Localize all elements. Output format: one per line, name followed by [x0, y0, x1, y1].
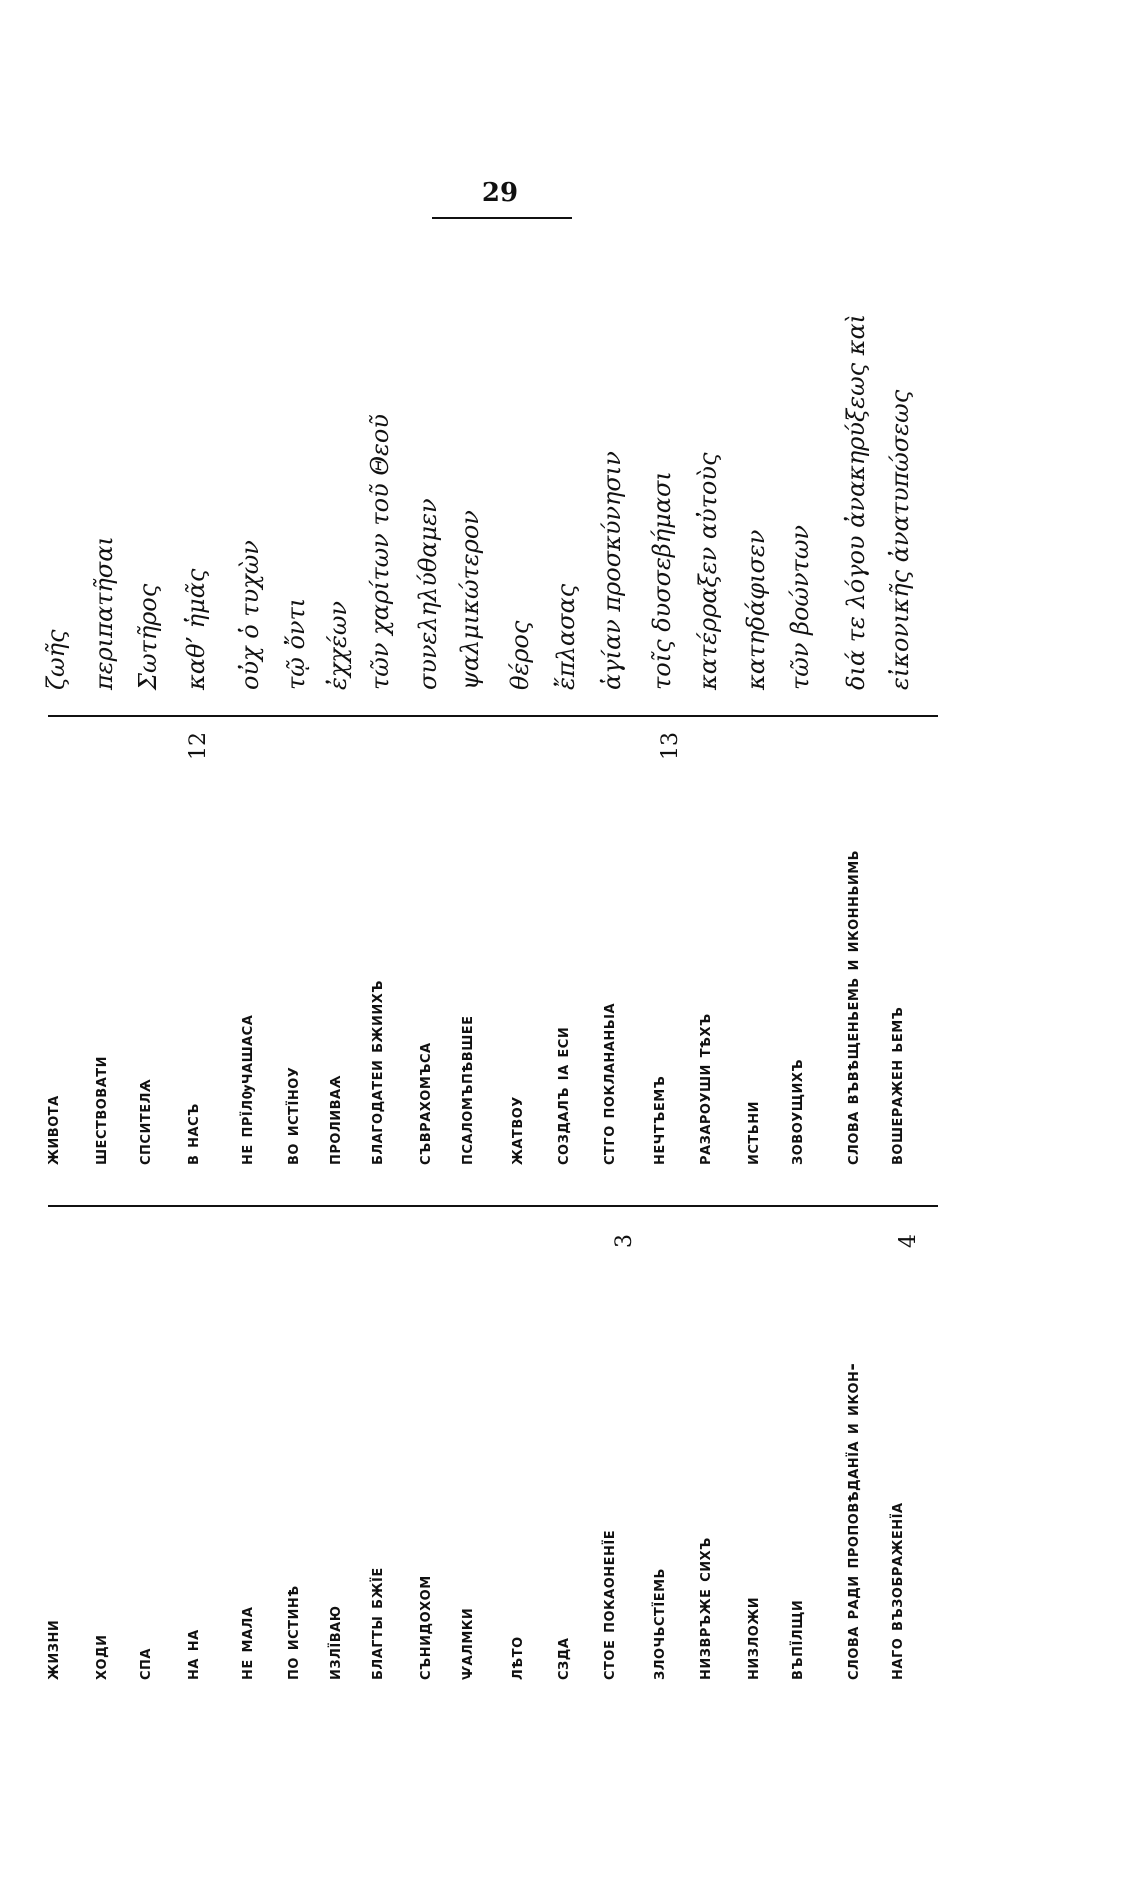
header-rule — [432, 217, 572, 219]
greek-entry: καθ’ ἡμᾶς — [182, 568, 210, 690]
greek-entry: ἔπλασας — [552, 583, 580, 690]
greek-entry: κατέρραξεν αὐτοὺς — [694, 452, 722, 690]
russian-slavonic-entry: в насъ — [182, 1103, 203, 1165]
page-number: 29 — [481, 178, 519, 208]
greek-entry: περιπατῆσαι — [90, 536, 118, 690]
line-number-4: 4 — [896, 1234, 921, 1248]
greek-entry: θέρος — [506, 620, 534, 690]
greek-entry: τῷ ὄντι — [282, 597, 310, 690]
church-slavonic-entry: ѱалмки — [456, 1607, 477, 1680]
russian-slavonic-entry: жатвоу — [506, 1096, 527, 1165]
russian-slavonic-entry: съврахомъса — [414, 1042, 435, 1165]
greek-entry: τῶν χαρίτων τοῦ Θεοῦ — [366, 414, 394, 690]
greek-entry: τοῖς δυσσεβήμασι — [648, 471, 676, 690]
line-number-12: 12 — [186, 732, 211, 760]
church-slavonic-entry: сънидохом — [414, 1575, 435, 1680]
russian-slavonic-entry: разароуши тѣхъ — [694, 1013, 715, 1165]
column-rule-1 — [48, 1205, 938, 1207]
russian-slavonic-entry: нечтъемъ — [648, 1075, 669, 1165]
greek-entry: εἰκονικῆς ἀνατυπώσεως — [886, 389, 914, 690]
church-slavonic-entry: слова ради проповѣданїа и икон- — [842, 1362, 863, 1680]
russian-slavonic-entry: создалъ ıа еси — [552, 1026, 573, 1165]
russian-slavonic-entry: стго поклананьıа — [598, 1002, 619, 1165]
russian-slavonic-entry: шествовати — [90, 1055, 111, 1165]
church-slavonic-entry: спа — [134, 1648, 155, 1680]
russian-slavonic-entry: псаломъпѣвшее — [456, 1015, 477, 1165]
greek-entry: οὐχ ὁ τυχὼν — [236, 540, 264, 690]
russian-slavonic-entry: благодатеи бжиихъ — [366, 980, 387, 1165]
greek-entry: τῶν βοώντων — [786, 525, 814, 690]
church-slavonic-entry: на на — [182, 1629, 203, 1680]
church-slavonic-entry: низвръже сихъ — [694, 1537, 715, 1680]
line-number-13: 13 — [658, 732, 683, 760]
greek-entry: ζωῆς — [42, 629, 70, 690]
line-number-3: 3 — [612, 1234, 637, 1248]
greek-entry: κατηδάφισεν — [742, 529, 770, 690]
greek-entry: Σωτῆρος — [134, 583, 162, 690]
russian-slavonic-entry: слова въвѣщеньемь и иконньимь — [842, 849, 863, 1165]
russian-slavonic-entry: зовоущихъ — [786, 1058, 807, 1165]
church-slavonic-entry: по истинѣ — [282, 1585, 303, 1680]
church-slavonic-entry: сзда — [552, 1637, 573, 1680]
church-slavonic-entry: стое покаоненїе — [598, 1529, 619, 1680]
church-slavonic-entry: жизни — [42, 1619, 63, 1680]
church-slavonic-entry: ходи — [90, 1634, 111, 1680]
church-slavonic-entry: низложи — [742, 1596, 763, 1680]
russian-slavonic-entry: вошеражен ьемъ — [886, 1006, 907, 1165]
russian-slavonic-entry: не прїлѹчашаса — [236, 1014, 257, 1165]
russian-slavonic-entry: проливаѧ — [324, 1074, 345, 1165]
greek-entry: συνεληλύθαμεν — [414, 498, 442, 690]
church-slavonic-entry: лѣто — [506, 1636, 527, 1680]
greek-entry: ψαλμικώτερον — [456, 510, 484, 690]
russian-slavonic-entry: истьни — [742, 1101, 763, 1165]
russian-slavonic-entry: спсителѧ — [134, 1078, 155, 1165]
greek-entry: ἁγίαν προσκύνησιν — [598, 451, 626, 690]
church-slavonic-entry: наго възображенїа — [886, 1502, 907, 1680]
column-rule-2 — [48, 715, 938, 717]
church-slavonic-entry: не мала — [236, 1606, 257, 1680]
church-slavonic-entry: благты бжїе — [366, 1567, 387, 1680]
church-slavonic-entry: излїваю — [324, 1605, 345, 1680]
church-slavonic-entry: злочьстїемь — [648, 1568, 669, 1680]
russian-slavonic-entry: во истїноу — [282, 1066, 303, 1165]
greek-entry: διά τε λόγου ἀνακηρύξεως καὶ — [842, 313, 870, 690]
russian-slavonic-entry: живота — [42, 1095, 63, 1165]
church-slavonic-entry: въпїлщи — [786, 1599, 807, 1680]
greek-entry: ἐχχέων — [324, 600, 352, 690]
